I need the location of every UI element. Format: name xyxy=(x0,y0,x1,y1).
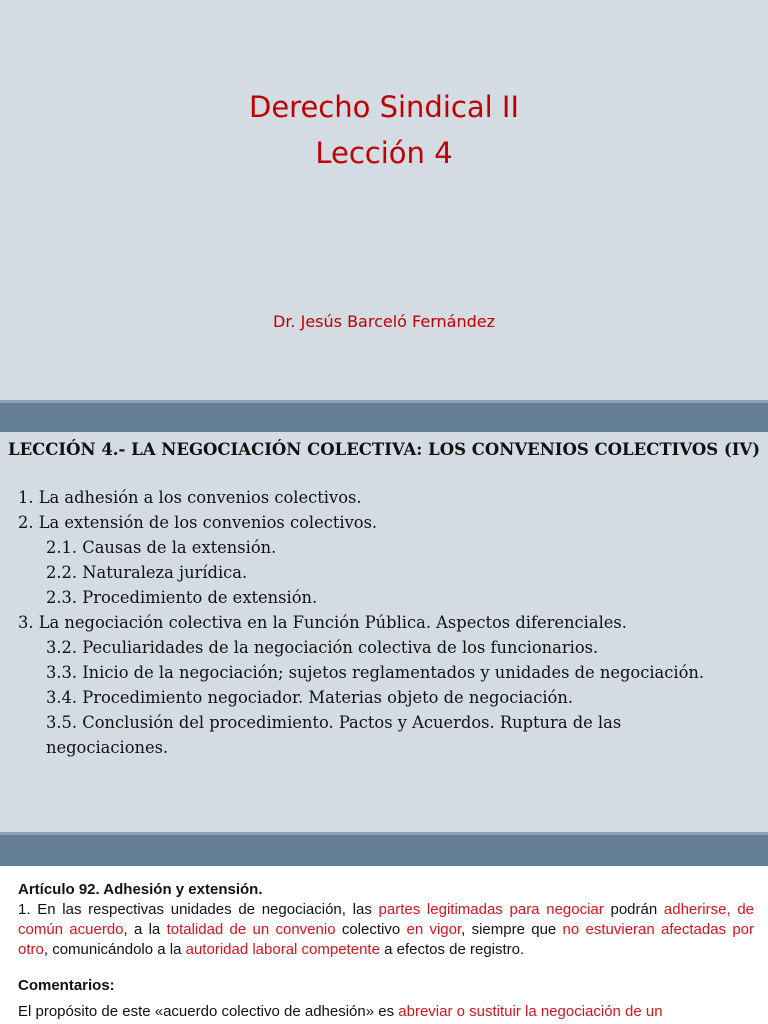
text-run: El propósito de este «acuerdo colectivo de adhesión» es xyxy=(18,1003,399,1020)
toc-subitem: 3.3. Inicio de la negociación; sujetos reglamentados y unidades de negociación. xyxy=(46,663,705,682)
title-line-2: Lección 4 xyxy=(315,136,453,170)
toc-item: 1. La adhesión a los convenios colectivos. xyxy=(18,488,362,507)
toc-subitem: 2.2. Naturaleza jurídica. xyxy=(46,563,248,582)
toc-item: 2. La extensión de los convenios colectivos. xyxy=(18,513,378,532)
toc-subitem: 3.5. Conclusión del procedimiento. Pactos y Acuerdos. Ruptura de las negociaciones. xyxy=(46,713,622,757)
article-paragraph xyxy=(18,900,754,960)
separator-highlight xyxy=(0,400,768,403)
contents-slide xyxy=(0,432,768,832)
highlight-run: partes legitimadas para negociar xyxy=(378,901,604,918)
highlight-run: no estuvieran afectadas por otro xyxy=(18,921,755,958)
text-run: a efectos de registro. xyxy=(379,941,525,958)
toc-item: 3. La negociación colectiva en la Función Pública. Aspectos diferenciales. xyxy=(18,613,627,632)
toc-subitem: 3.2. Peculiaridades de la negociación colectiva de los funcionarios. xyxy=(46,638,599,657)
slide-separator-2 xyxy=(0,832,768,866)
article-text xyxy=(18,880,754,1022)
highlight-run: abreviar o sustituir la negociación de un xyxy=(398,1003,663,1020)
text-run: podrán xyxy=(603,901,664,918)
toc-subitem: 3.4. Procedimiento negociador. Materias objeto de negociación. xyxy=(46,688,574,707)
text-run: 1. En las respectivas unidades de negociación, las xyxy=(18,901,379,918)
highlight-run: autoridad laboral competente xyxy=(185,941,380,958)
title-slide xyxy=(0,0,768,400)
table-of-contents xyxy=(18,485,758,760)
lesson-heading: LECCIÓN 4.- LA NEGOCIACIÓN COLECTIVA: LOS CONVENIOS COLECTIVOS (IV) xyxy=(7,440,761,459)
separator-highlight xyxy=(0,832,768,835)
toc-subitem: 2.1. Causas de la extensión. xyxy=(46,538,277,557)
highlight-run: totalidad de un convenio xyxy=(166,921,336,938)
slide-separator-1 xyxy=(0,400,768,432)
author-name: Dr. Jesús Barceló Fernández xyxy=(273,312,495,331)
highlight-run: en vigor xyxy=(406,921,462,938)
text-run: , siempre que xyxy=(461,921,563,938)
slide-title xyxy=(0,84,768,176)
text-run: colectivo xyxy=(335,921,407,938)
highlight-run: adherirse, de común acuerdo xyxy=(18,901,754,938)
article-slide xyxy=(0,866,768,1024)
text-run: , comunicándolo a la xyxy=(43,941,186,958)
comments-heading: Comentarios: xyxy=(18,977,115,994)
title-line-1: Derecho Sindical II xyxy=(249,90,519,124)
toc-subitem: 2.3. Procedimiento de extensión. xyxy=(46,588,318,607)
text-run: , a la xyxy=(123,921,167,938)
comments-paragraph xyxy=(18,1002,754,1022)
article-heading: Artículo 92. Adhesión y extensión. xyxy=(18,881,263,898)
